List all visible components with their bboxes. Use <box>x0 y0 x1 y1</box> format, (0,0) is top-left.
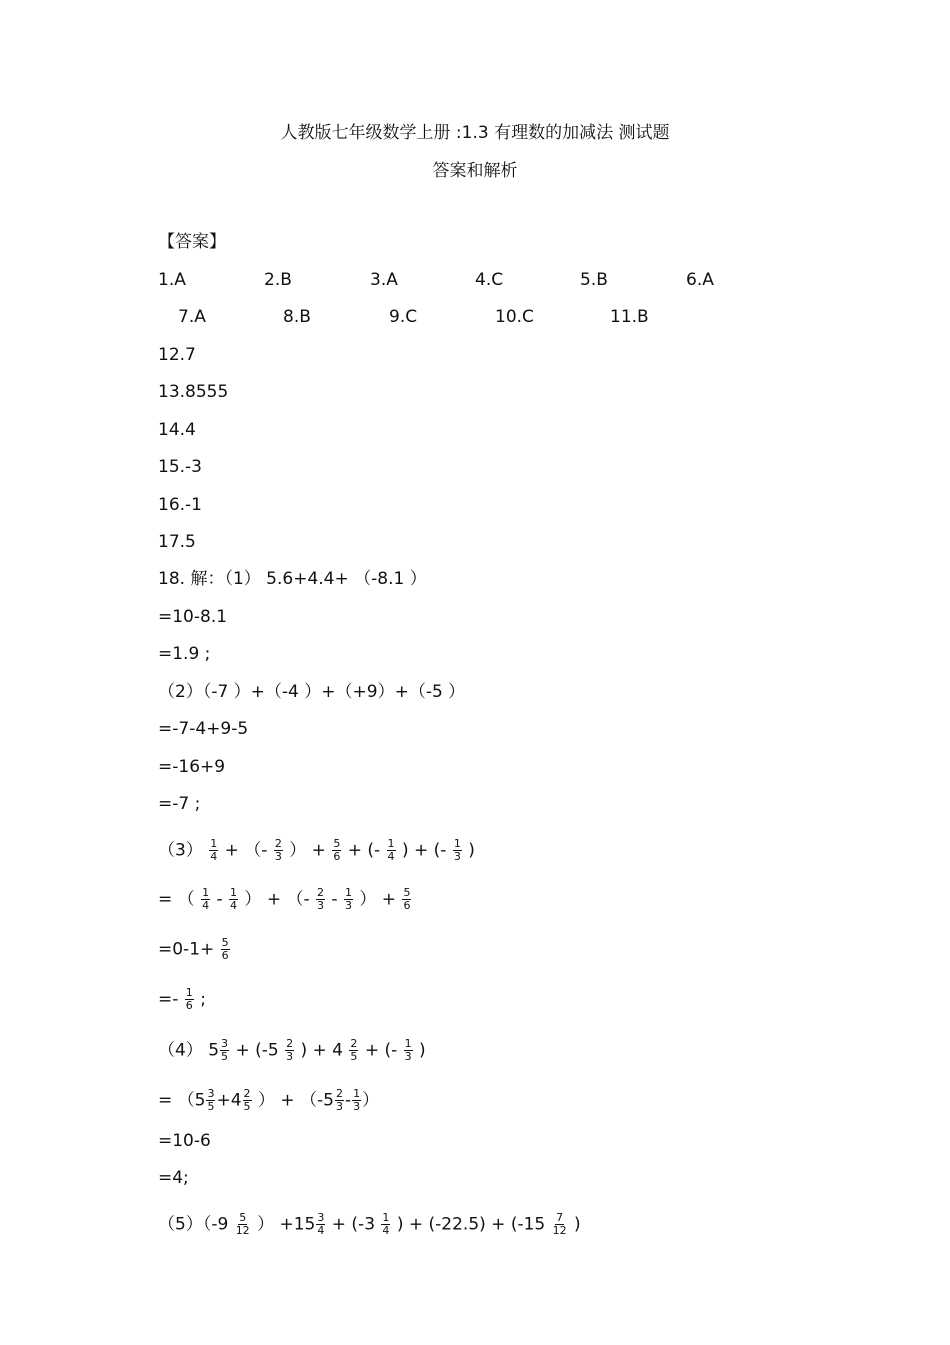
expr-text: ) <box>419 1040 426 1061</box>
expr-text: + （- <box>224 840 268 861</box>
expr-text: ) <box>574 1214 581 1235</box>
fraction: $\frac{1}{4}$ <box>230 886 238 912</box>
expr-text: ) + (- <box>401 840 452 861</box>
answer-17: 17.5 <box>158 532 196 552</box>
q18-part2-line1: （2）（-7 ）+（-4 ）+（+9）+（-5 ） <box>158 682 466 702</box>
fraction: $\frac{1}{3}$ <box>453 837 461 863</box>
expr-text: ） + <box>359 889 397 910</box>
expr-text: ; <box>200 989 206 1010</box>
fraction: $\frac{7}{12}$ <box>552 1211 567 1237</box>
fraction: $\frac{3}{5}$ <box>207 1087 215 1113</box>
answer-11: 11.B <box>610 307 649 327</box>
q18-part4-line3: =10-6 <box>158 1131 211 1151</box>
fraction: $\frac{1}{3}$ <box>344 886 352 912</box>
fraction: $\frac{2}{5}$ <box>350 1037 358 1063</box>
answer-6: 6.A <box>686 270 714 290</box>
answer-12: 12.7 <box>158 345 196 365</box>
fraction: $\frac{2}{3}$ <box>274 837 282 863</box>
answer-16: 16.-1 <box>158 495 202 515</box>
q18-part3-line2 <box>158 887 412 912</box>
fraction: $\frac{2}{3}$ <box>286 1037 294 1063</box>
fraction: $\frac{5}{12}$ <box>235 1211 250 1237</box>
q18-part3-line3 <box>158 937 231 962</box>
page-title: 人教版七年级数学上册 :1.3 有理数的加减法 测试题 <box>280 123 670 143</box>
fraction: $\frac{1}{3}$ <box>404 1037 412 1063</box>
fraction: $\frac{1}{4}$ <box>210 837 218 863</box>
answer-9: 9.C <box>389 307 418 327</box>
part-label: （3） <box>158 840 203 861</box>
q18-part1-line1: 18. 解：（1） 5.6+4.4+ （-8.1 ） <box>158 569 427 589</box>
fraction: $\frac{2}{5}$ <box>243 1087 251 1113</box>
answer-5: 5.B <box>580 270 608 290</box>
fraction: $\frac{1}{4}$ <box>387 837 395 863</box>
q18-part3-line4 <box>158 987 206 1012</box>
answer-4: 4.C <box>475 270 504 290</box>
fraction: $\frac{1}{4}$ <box>202 886 210 912</box>
q18-part2-line2: =-7-4+9-5 <box>158 719 249 739</box>
answer-8: 8.B <box>283 307 311 327</box>
expr-text: ） +15 <box>257 1214 316 1235</box>
q18-part2-line3: =-16+9 <box>158 757 226 777</box>
fraction: $\frac{5}{6}$ <box>221 936 229 962</box>
answer-13: 13.8555 <box>158 382 229 402</box>
expr-text: + (-5 <box>235 1040 285 1061</box>
expr-text: +4 <box>216 1090 242 1111</box>
fraction: $\frac{3}{5}$ <box>221 1037 229 1063</box>
q18-part4-line4: =4; <box>158 1168 189 1188</box>
expr-text: ) + 4 <box>300 1040 343 1061</box>
expr-text: =0-1+ <box>158 939 215 960</box>
fraction: $\frac{3}{4}$ <box>317 1211 325 1237</box>
expr-text: - <box>216 889 223 910</box>
answer-7: 7.A <box>178 307 206 327</box>
q18-part4-line1 <box>158 1038 426 1063</box>
expr-text: ) + (-22.5) + (-15 <box>396 1214 551 1235</box>
fraction: $\frac{1}{3}$ <box>353 1087 361 1113</box>
expr-text: ） + <box>289 840 326 861</box>
expr-text: ） <box>362 1090 380 1111</box>
expr-text: + (- <box>364 1040 403 1061</box>
fraction: $\frac{1}{4}$ <box>382 1211 390 1237</box>
q18-part1-line2: =10-8.1 <box>158 607 228 627</box>
q18-part2-line4: =-7 ; <box>158 794 201 814</box>
expr-text: =- <box>158 989 179 1010</box>
fraction: $\frac{5}{6}$ <box>333 837 341 863</box>
fraction: $\frac{2}{3}$ <box>317 886 325 912</box>
answer-14: 14.4 <box>158 420 196 440</box>
expr-text: ) <box>468 840 475 861</box>
q18-part1-line3: =1.9 ; <box>158 644 211 664</box>
fraction: $\frac{2}{3}$ <box>335 1087 343 1113</box>
expr-text: - <box>344 1090 352 1111</box>
answer-3: 3.A <box>370 270 398 290</box>
answer-1: 1.A <box>158 270 186 290</box>
answer-15: 15.-3 <box>158 457 202 477</box>
q18-part5-line1 <box>158 1212 581 1237</box>
expr-text: + (- <box>347 840 386 861</box>
q18-part3-line1 <box>158 838 475 863</box>
expr-text: - <box>331 889 338 910</box>
expr-text: ） + （- <box>244 889 310 910</box>
part-label: （4） 5 <box>158 1040 220 1061</box>
expr-text: ） + （-5 <box>257 1090 334 1111</box>
expr-text: = （ <box>158 889 195 910</box>
expr-text: = （5 <box>158 1090 206 1111</box>
fraction: $\frac{5}{6}$ <box>403 886 411 912</box>
expr-text: + (-3 <box>331 1214 381 1235</box>
page-subtitle: 答案和解析 <box>432 161 518 181</box>
part-label: （5）（-9 <box>158 1214 229 1235</box>
q18-part4-line2 <box>158 1088 379 1113</box>
answer-10: 10.C <box>495 307 534 327</box>
answer-2: 2.B <box>264 270 292 290</box>
answer-header: 【答案】 <box>158 232 226 252</box>
fraction: $\frac{1}{6}$ <box>185 986 193 1012</box>
